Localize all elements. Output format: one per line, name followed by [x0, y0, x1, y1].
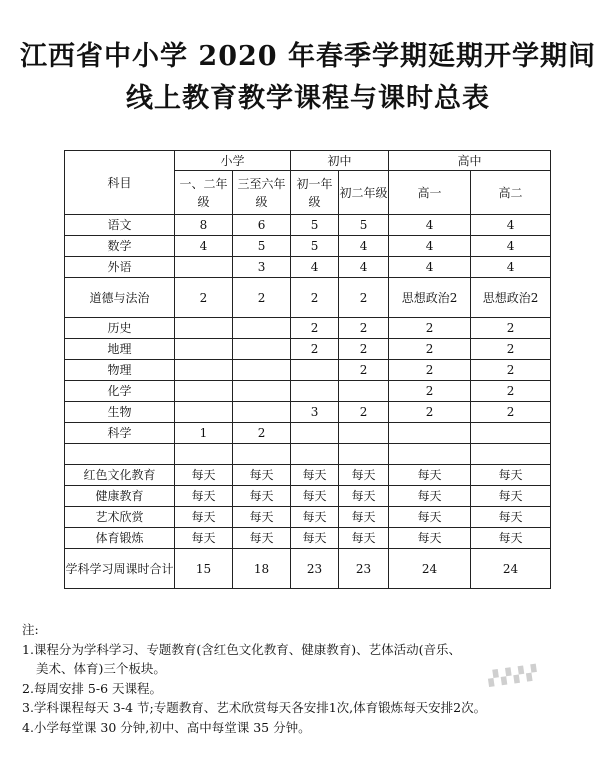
hours-cell: 2	[471, 318, 551, 339]
hours-cell	[291, 381, 339, 402]
hours-cell: 2	[389, 381, 471, 402]
hours-cell: 23	[339, 549, 389, 589]
watermark: ▞▞▞▞	[487, 664, 540, 688]
hours-cell: 每天	[291, 465, 339, 486]
hours-cell: 每天	[175, 528, 233, 549]
hours-cell: 8	[175, 215, 233, 236]
hours-cell: 4	[389, 236, 471, 257]
hours-cell	[233, 318, 291, 339]
hours-cell: 每天	[339, 486, 389, 507]
group-primary: 小学	[175, 151, 291, 171]
hours-cell	[471, 423, 551, 444]
hours-cell: 4	[389, 215, 471, 236]
hours-cell: 15	[175, 549, 233, 589]
subject-cell: 科学	[65, 423, 175, 444]
hours-cell	[233, 339, 291, 360]
hours-cell: 每天	[291, 528, 339, 549]
hours-cell: 2	[175, 278, 233, 318]
hours-cell	[175, 444, 233, 465]
group-senior: 高中	[389, 151, 551, 171]
subject-cell: 体育锻炼	[65, 528, 175, 549]
subject-cell: 语文	[65, 215, 175, 236]
hours-cell: 思想政治2	[389, 278, 471, 318]
hours-cell: 4	[471, 257, 551, 278]
hours-cell: 3	[233, 257, 291, 278]
hours-cell	[233, 402, 291, 423]
hours-cell: 23	[291, 549, 339, 589]
hours-cell: 每天	[233, 528, 291, 549]
hours-cell: 每天	[339, 528, 389, 549]
note-item: 3.学科课程每天 3-4 节;专题教育、艺术欣赏每天各安排1次,体育锻炼每天安排2次。	[22, 700, 487, 715]
hours-cell: 每天	[233, 486, 291, 507]
notes-heading: 注:	[22, 622, 39, 637]
hours-cell: 3	[291, 402, 339, 423]
hours-cell: 24	[389, 549, 471, 589]
hours-cell: 2	[291, 318, 339, 339]
hours-cell	[339, 423, 389, 444]
subject-cell: 历史	[65, 318, 175, 339]
hours-cell	[175, 318, 233, 339]
subject-cell: 地理	[65, 339, 175, 360]
hours-cell	[339, 444, 389, 465]
subject-cell: 红色文化教育	[65, 465, 175, 486]
hours-cell: 4	[471, 236, 551, 257]
course-hours-table	[64, 150, 551, 589]
hours-cell: 5	[291, 215, 339, 236]
hours-cell: 4	[291, 257, 339, 278]
hours-cell: 每天	[389, 507, 471, 528]
hours-cell	[175, 360, 233, 381]
hours-cell: 2	[471, 360, 551, 381]
subject-cell: 数学	[65, 236, 175, 257]
hours-cell	[389, 444, 471, 465]
hours-cell: 2	[471, 381, 551, 402]
hours-cell	[175, 257, 233, 278]
hours-cell: 每天	[389, 486, 471, 507]
hours-cell: 2	[389, 318, 471, 339]
hours-cell: 2	[389, 402, 471, 423]
grade-header: 一、二年级	[175, 171, 233, 215]
hours-cell: 2	[339, 339, 389, 360]
hours-cell: 每天	[389, 465, 471, 486]
hours-cell	[175, 339, 233, 360]
hours-cell: 4	[471, 215, 551, 236]
hours-cell: 4	[175, 236, 233, 257]
hours-cell: 2	[291, 278, 339, 318]
hours-cell	[233, 381, 291, 402]
note-item-continued: 美术、体育)三个板块。	[36, 661, 166, 676]
hours-cell	[389, 423, 471, 444]
hours-cell	[175, 381, 233, 402]
grade-header: 高二	[471, 171, 551, 215]
hours-cell: 每天	[291, 486, 339, 507]
hours-cell: 思想政治2	[471, 278, 551, 318]
subject-cell: 物理	[65, 360, 175, 381]
subject-cell: 道德与法治	[65, 278, 175, 318]
hours-cell	[233, 444, 291, 465]
hours-cell: 4	[339, 257, 389, 278]
hours-cell: 2	[291, 339, 339, 360]
hours-cell: 2	[233, 423, 291, 444]
hours-cell: 每天	[471, 465, 551, 486]
hours-cell: 2	[339, 278, 389, 318]
subject-cell: 化学	[65, 381, 175, 402]
hours-cell: 2	[389, 360, 471, 381]
note-item: 1.课程分为学科学习、专题教育(含红色文化教育、健康教育)、艺体活动(音乐、	[22, 641, 462, 657]
grade-header: 初一年级	[291, 171, 339, 215]
hours-cell: 每天	[339, 507, 389, 528]
hours-cell: 每天	[175, 507, 233, 528]
hours-cell: 每天	[471, 486, 551, 507]
hours-cell: 2	[339, 318, 389, 339]
group-junior: 初中	[291, 151, 389, 171]
hours-cell: 5	[339, 215, 389, 236]
hours-cell: 2	[389, 339, 471, 360]
subject-cell: 艺术欣赏	[65, 507, 175, 528]
hours-cell: 2	[339, 402, 389, 423]
hours-cell: 24	[471, 549, 551, 589]
note-item: 2.每周安排 5-6 天课程。	[22, 680, 163, 696]
document-title-line-1: 江西省中小学 2020 年春季学期延期开学期间	[20, 41, 596, 72]
grade-header: 高一	[389, 171, 471, 215]
grade-header: 初二年级	[339, 171, 389, 215]
note-item: 4.小学每堂课 30 分钟,初中、高中每堂课 35 分钟。	[22, 719, 311, 735]
hours-cell	[471, 444, 551, 465]
hours-cell: 2	[471, 402, 551, 423]
hours-cell: 每天	[233, 465, 291, 486]
hours-cell: 1	[175, 423, 233, 444]
hours-cell: 每天	[175, 486, 233, 507]
hours-cell: 4	[339, 236, 389, 257]
hours-cell: 每天	[291, 507, 339, 528]
subject-cell	[65, 444, 175, 465]
hours-cell: 每天	[471, 507, 551, 528]
hours-cell	[291, 444, 339, 465]
subject-cell: 外语	[65, 257, 175, 278]
hours-cell: 5	[291, 236, 339, 257]
hours-cell	[339, 381, 389, 402]
hours-cell: 每天	[233, 507, 291, 528]
hours-cell	[291, 360, 339, 381]
hours-cell: 2	[339, 360, 389, 381]
hours-cell	[175, 402, 233, 423]
hours-cell: 4	[389, 257, 471, 278]
document-title-line-2: 线上教育教学课程与课时总表	[126, 83, 490, 114]
hours-cell: 每天	[175, 465, 233, 486]
hours-cell: 2	[471, 339, 551, 360]
hours-cell: 每天	[389, 528, 471, 549]
subject-cell: 学科学习周课时合计	[65, 549, 175, 589]
hours-cell: 2	[233, 278, 291, 318]
hours-cell	[291, 423, 339, 444]
grade-header: 三至六年级	[233, 171, 291, 215]
subject-cell: 生物	[65, 402, 175, 423]
subject-cell: 健康教育	[65, 486, 175, 507]
hours-cell: 每天	[471, 528, 551, 549]
hours-cell: 6	[233, 215, 291, 236]
subject-header: 科目	[65, 151, 175, 215]
hours-cell	[233, 360, 291, 381]
hours-cell: 5	[233, 236, 291, 257]
hours-cell: 每天	[339, 465, 389, 486]
hours-cell: 18	[233, 549, 291, 589]
